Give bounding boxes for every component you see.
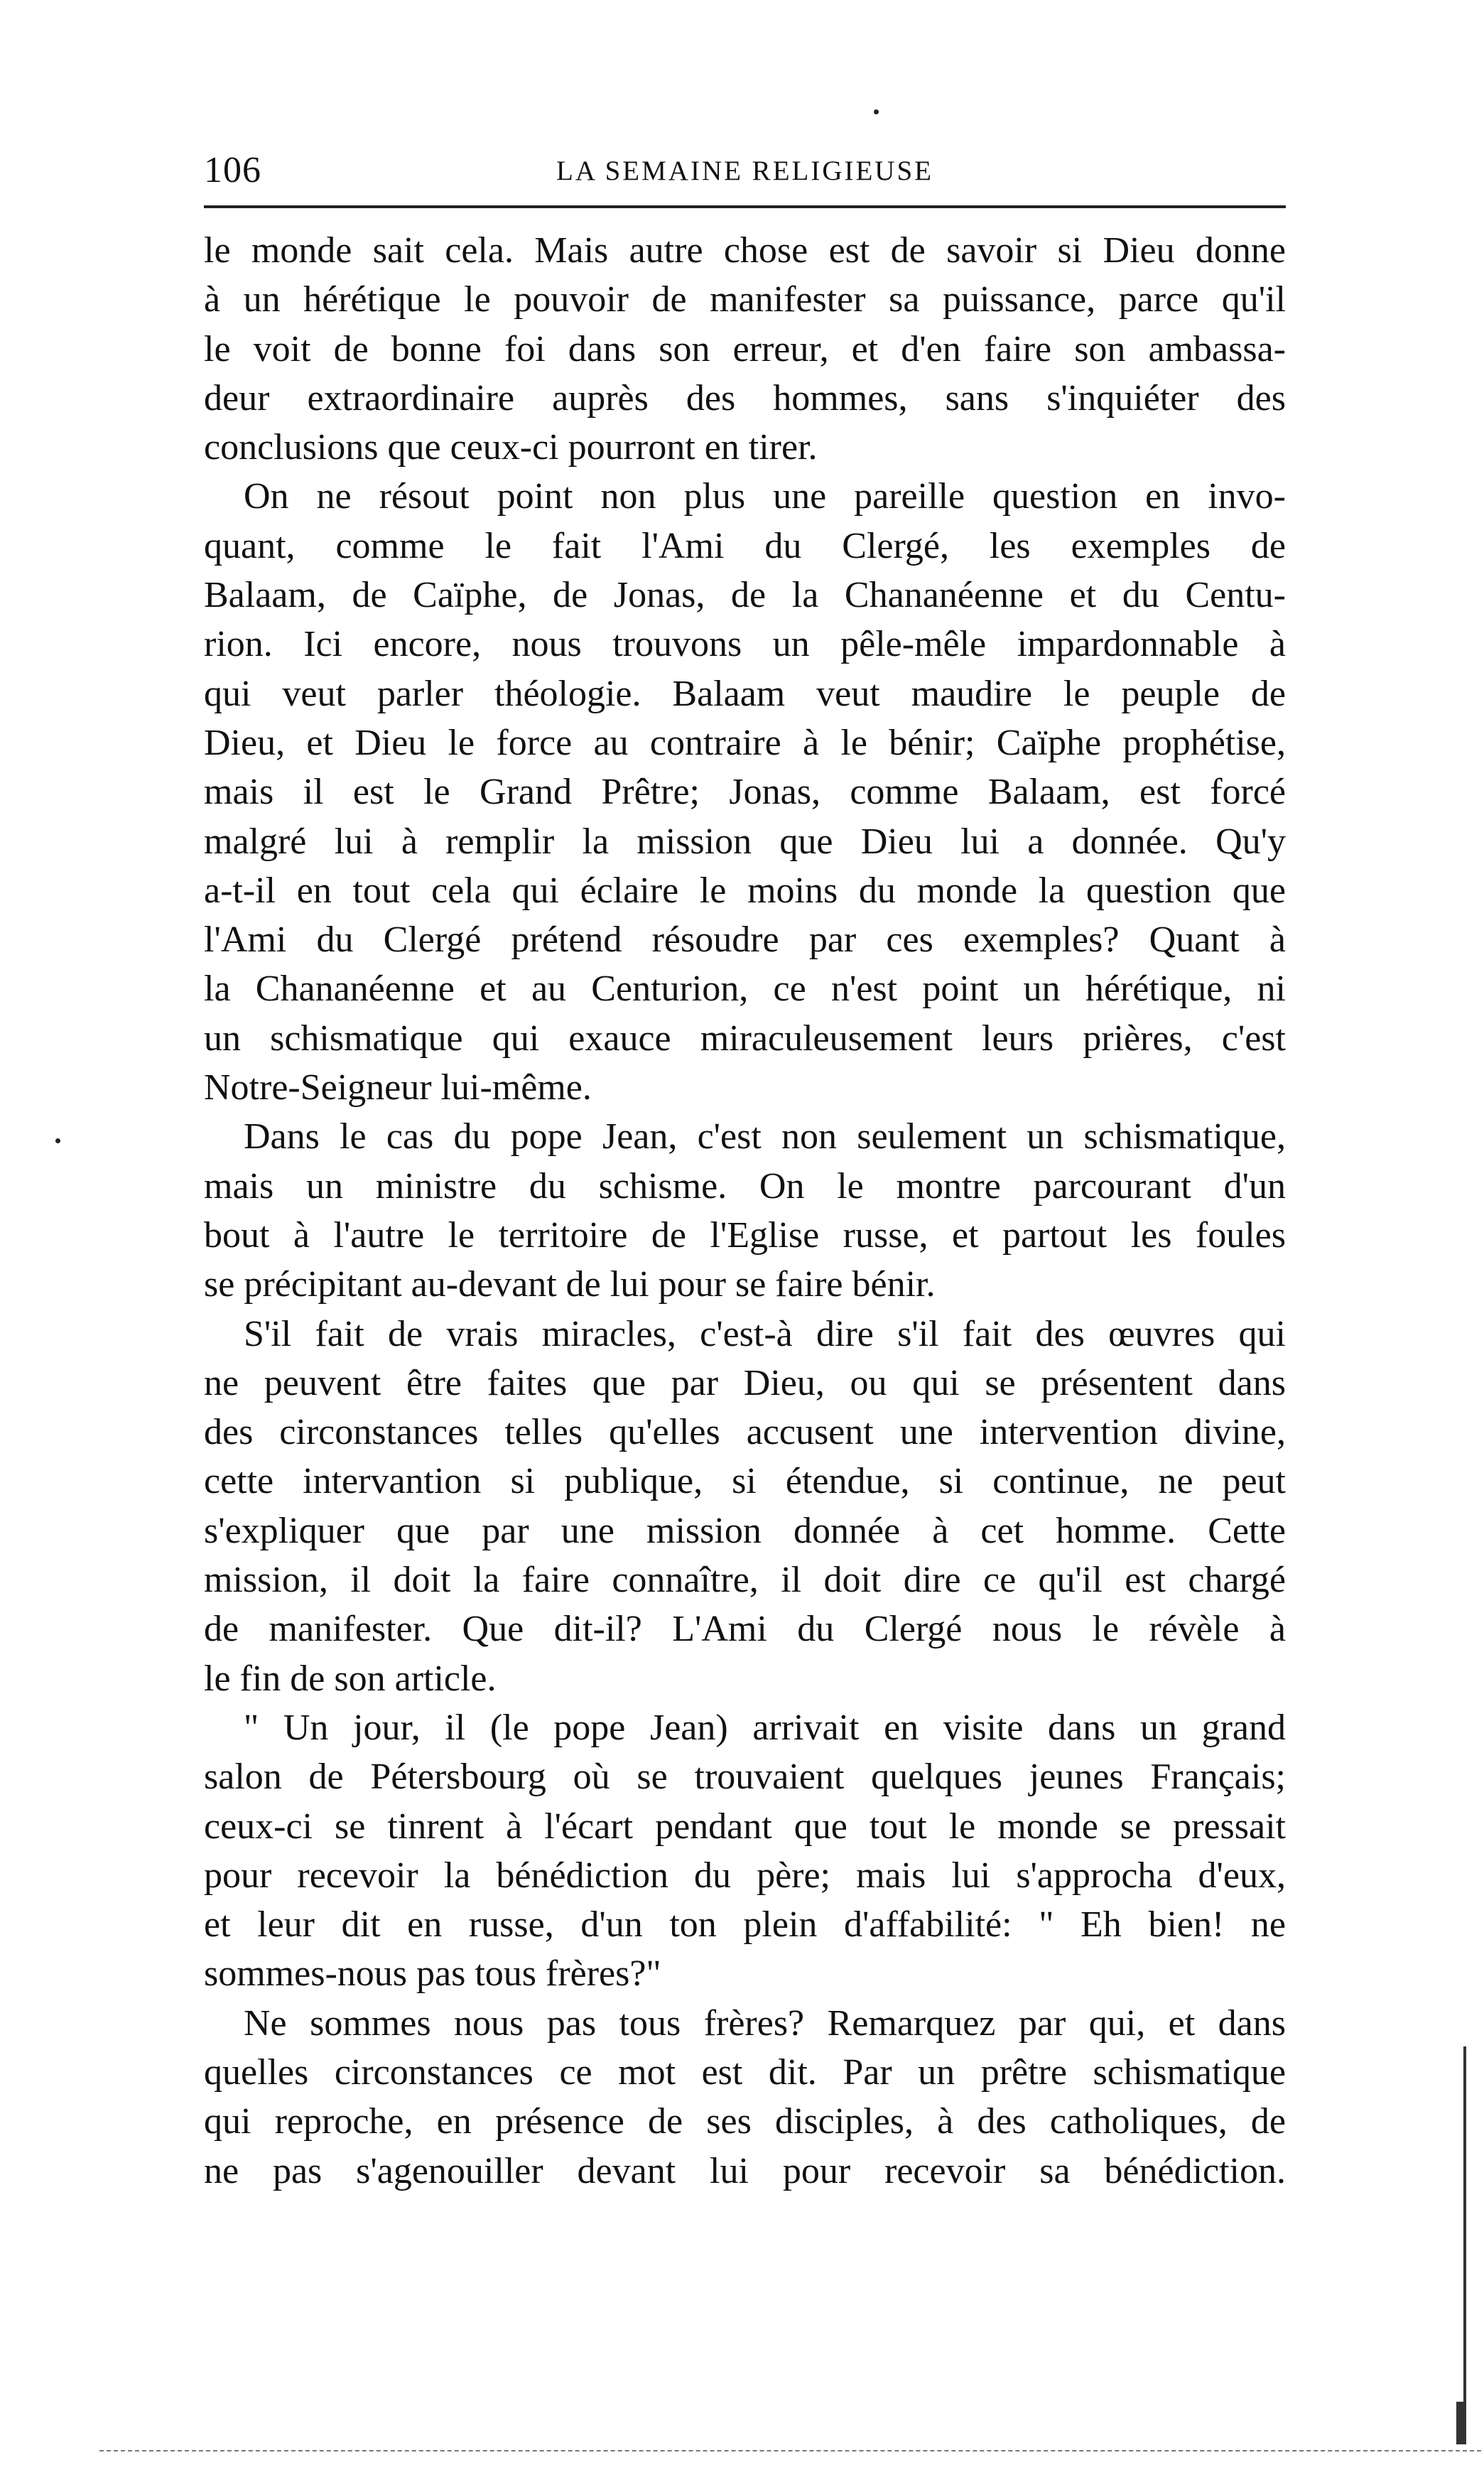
text-line: conclusions que ceux-ci pourront en tirer.: [204, 427, 818, 468]
text-line: ceux-ci se tinrent à l'écart pendant que tout le monde se pressait: [204, 1806, 1286, 1847]
bottom-edge-line: [99, 2450, 1484, 2451]
text-line: deur extraordinaire auprès des hommes, sans s'inquiéter des: [204, 377, 1286, 419]
text-line: qui reproche, en présence de ses disciples, à des catholiques, de: [204, 2101, 1286, 2142]
text-line: ne pas s'agenouiller devant lui pour recevoir sa bénédiction.: [204, 2150, 1286, 2191]
text-line: s'expliquer que par une mission donnée à cet homme. Cette: [204, 1510, 1286, 1551]
text-line: a-t-il en tout cela qui éclaire le moins du monde la question que: [204, 870, 1286, 911]
text-line: On ne résout point non plus une pareille question en invo-: [244, 476, 1286, 517]
text-line: mais un ministre du schisme. On le montre parcourant d'un: [204, 1165, 1286, 1207]
text-line: quelles circonstances ce mot est dit. Par un prêtre schismatique: [204, 2051, 1286, 2093]
text-line: sommes-nous pas tous frères?": [204, 1953, 661, 1995]
body-text: [204, 226, 1286, 2196]
text-line: cette intervantion si publique, si étendue, si continue, ne peut: [204, 1461, 1286, 1502]
page-header: [204, 146, 1286, 195]
left-margin-dot: [55, 1138, 60, 1143]
text-line: mission, il doit la faire connaître, il doit dire ce qu'il est chargé: [204, 1560, 1286, 1601]
text-line: le voit de bonne foi dans son erreur, et d'en faire son ambassa-: [204, 328, 1286, 369]
right-edge-mark: [1456, 2402, 1466, 2444]
text-line: Ne sommes nous pas tous frères? Remarquez par qui, et dans: [244, 2002, 1286, 2044]
text-line: un schismatique qui exauce miraculeusement leurs prières, c'est: [204, 1018, 1286, 1059]
text-line: rion. Ici encore, nous trouvons un pêle-mêle impardonnable à: [204, 624, 1286, 665]
text-line: ne peuvent être faites que par Dieu, ou qui se présentent dans: [204, 1362, 1286, 1403]
text-line: bout à l'autre le territoire de l'Eglise russe, et partout les foules: [204, 1214, 1286, 1256]
text-line: la Chananéenne et au Centurion, ce n'est point un hérétique, ni: [204, 969, 1286, 1010]
text-line: le fin de son article.: [204, 1658, 497, 1699]
right-edge-mark: [1463, 2046, 1466, 2444]
text-line: le monde sait cela. Mais autre chose est de savoir si Dieu donne: [204, 230, 1286, 271]
text-line: salon de Pétersbourg où se trouvaient quelques jeunes Français;: [204, 1757, 1286, 1798]
text-line: de manifester. Que dit-il? L'Ami du Clergé nous le révèle à: [204, 1609, 1286, 1650]
header-rule: [204, 205, 1286, 208]
text-line: Notre-Seigneur lui-même.: [204, 1067, 592, 1108]
text-line: qui veut parler théologie. Balaam veut maudire le peuple de: [204, 673, 1286, 714]
top-ink-dot: [874, 109, 879, 114]
text-line: malgré lui à remplir la mission que Dieu lui a donnée. Qu'y: [204, 821, 1286, 862]
text-line: Balaam, de Caïphe, de Jonas, de la Chananéenne et du Centu-: [204, 575, 1286, 616]
page-number: 106: [204, 150, 261, 190]
text-line: mais il est le Grand Prêtre; Jonas, comme Balaam, est forcé: [204, 772, 1286, 813]
text-line: Dans le cas du pope Jean, c'est non seulement un schismatique,: [244, 1116, 1286, 1158]
text-line: pour recevoir la bénédiction du père; mais lui s'approcha d'eux,: [204, 1855, 1286, 1896]
text-line: et leur dit en russe, d'un ton plein d'affabilité: " Eh bien! ne: [204, 1904, 1286, 1946]
text-line: quant, comme le fait l'Ami du Clergé, les exemples de: [204, 525, 1286, 566]
text-line: l'Ami du Clergé prétend résoudre par ces exemples? Quant à: [204, 919, 1286, 961]
text-line: des circonstances telles qu'elles accusent une intervention divine,: [204, 1412, 1286, 1453]
text-line: Dieu, et Dieu le force au contraire à le bénir; Caïphe prophétise,: [204, 722, 1286, 763]
text-line: " Un jour, il (le pope Jean) arrivait en visite dans un grand: [244, 1707, 1286, 1748]
running-title: LA SEMAINE RELIGIEUSE: [556, 156, 933, 186]
text-line: S'il fait de vrais miracles, c'est-à dire s'il fait des œuvres qui: [244, 1313, 1286, 1354]
text-line: à un hérétique le pouvoir de manifester sa puissance, parce qu'il: [204, 279, 1286, 320]
text-line: se précipitant au-devant de lui pour se faire bénir.: [204, 1264, 936, 1305]
